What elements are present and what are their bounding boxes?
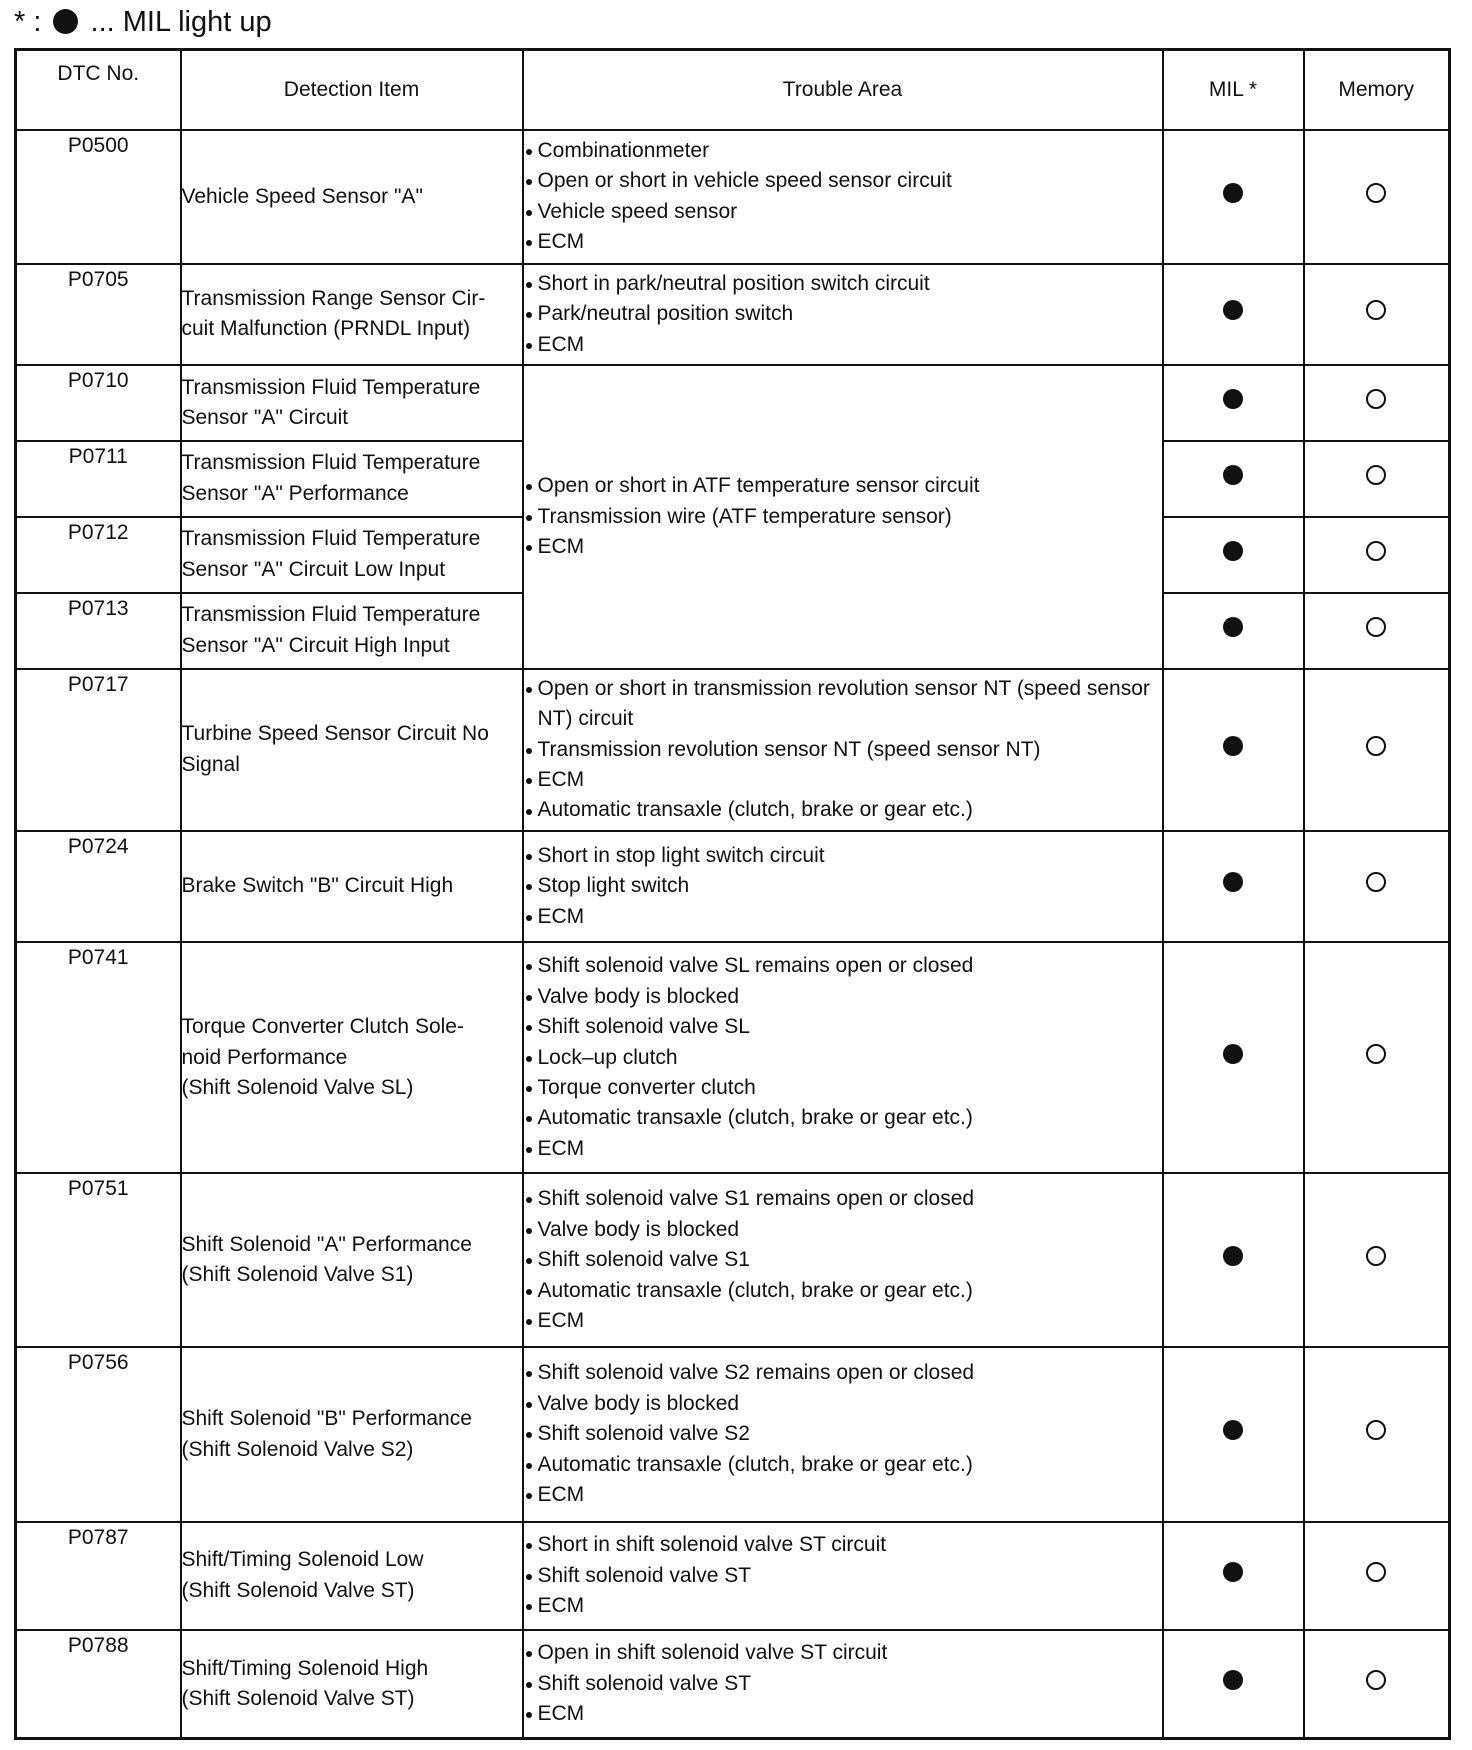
header-detection-item: Detection Item bbox=[181, 50, 523, 131]
detection-item bbox=[181, 1630, 523, 1738]
trouble-area-item: Shift solenoid valve ST bbox=[524, 1669, 1162, 1699]
trouble-area-list bbox=[524, 1358, 1162, 1510]
filled-circle-icon bbox=[1223, 465, 1243, 485]
mil-cell bbox=[1163, 264, 1304, 365]
trouble-area bbox=[523, 130, 1163, 264]
detection-item-line: noid Performance bbox=[181, 1045, 348, 1069]
dtc-code: P0705 bbox=[16, 264, 181, 365]
trouble-area-item: Combinationmeter bbox=[524, 136, 1162, 166]
dtc-code: P0787 bbox=[16, 1522, 181, 1630]
detection-item-line: Shift/Timing Solenoid High bbox=[181, 1656, 429, 1680]
detection-item bbox=[181, 593, 523, 669]
memory-cell bbox=[1304, 669, 1450, 831]
detection-item-line: Sensor "A" Circuit High Input bbox=[181, 633, 450, 657]
trouble-area-item: Shift solenoid valve S1 bbox=[524, 1245, 1162, 1275]
mil-cell bbox=[1163, 130, 1304, 264]
memory-cell bbox=[1304, 1173, 1450, 1347]
trouble-area-item: Transmission revolution sensor NT (speed sensor NT) bbox=[524, 735, 1162, 765]
mil-cell bbox=[1163, 1173, 1304, 1347]
detection-item bbox=[181, 669, 523, 831]
legend-text: ... MIL light up bbox=[90, 6, 272, 38]
memory-cell bbox=[1304, 130, 1450, 264]
trouble-area-item: Torque converter clutch bbox=[524, 1073, 1162, 1103]
open-circle-icon bbox=[1366, 1420, 1386, 1440]
header-trouble-area: Trouble Area bbox=[523, 50, 1163, 131]
detection-item bbox=[181, 365, 523, 441]
mil-cell bbox=[1163, 1347, 1304, 1521]
trouble-area-item: ECM bbox=[524, 1306, 1162, 1336]
filled-circle-icon bbox=[1223, 1044, 1243, 1064]
detection-item-line: Signal bbox=[181, 752, 240, 776]
detection-item-line: Transmission Fluid Temperature bbox=[181, 375, 481, 399]
trouble-area bbox=[523, 1347, 1163, 1521]
dtc-code: P0710 bbox=[16, 365, 181, 441]
trouble-area-item: Open or short in vehicle speed sensor circuit bbox=[524, 166, 1162, 196]
trouble-area bbox=[523, 264, 1163, 365]
trouble-area-item: Automatic transaxle (clutch, brake or gear etc.) bbox=[524, 795, 1162, 825]
detection-item-line: (Shift Solenoid Valve S1) bbox=[181, 1263, 414, 1287]
trouble-area-item: Transmission wire (ATF temperature sensor) bbox=[524, 502, 1162, 532]
mil-cell bbox=[1163, 669, 1304, 831]
open-circle-icon bbox=[1366, 1044, 1386, 1064]
detection-item bbox=[181, 130, 523, 264]
dtc-table-body bbox=[16, 130, 1450, 1739]
filled-circle-icon bbox=[1223, 872, 1243, 892]
detection-item bbox=[181, 264, 523, 365]
detection-item-line: Turbine Speed Sensor Circuit No bbox=[181, 722, 489, 746]
memory-cell bbox=[1304, 264, 1450, 365]
trouble-area-list bbox=[524, 269, 1162, 360]
filled-circle-icon bbox=[1223, 1420, 1243, 1440]
open-circle-icon bbox=[1366, 1562, 1386, 1582]
trouble-area bbox=[523, 1630, 1163, 1738]
dtc-code: P0713 bbox=[16, 593, 181, 669]
trouble-area-item: Shift solenoid valve S2 remains open or closed bbox=[524, 1358, 1162, 1388]
memory-cell bbox=[1304, 517, 1450, 593]
filled-circle-icon bbox=[1223, 389, 1243, 409]
trouble-area-item: Automatic transaxle (clutch, brake or gear etc.) bbox=[524, 1103, 1162, 1133]
table-row bbox=[16, 1630, 1450, 1738]
trouble-area-item: Short in stop light switch circuit bbox=[524, 841, 1162, 871]
dtc-code: P0500 bbox=[16, 130, 181, 264]
trouble-area bbox=[523, 831, 1163, 942]
detection-item bbox=[181, 1347, 523, 1521]
table-row bbox=[16, 130, 1450, 264]
detection-item bbox=[181, 831, 523, 942]
trouble-area-list bbox=[524, 136, 1162, 258]
trouble-area-item: Shift solenoid valve S1 remains open or closed bbox=[524, 1184, 1162, 1214]
trouble-area-item: Automatic transaxle (clutch, brake or gear etc.) bbox=[524, 1276, 1162, 1306]
mil-cell bbox=[1163, 1522, 1304, 1630]
trouble-area-item: Short in park/neutral position switch circuit bbox=[524, 269, 1162, 299]
filled-circle-icon bbox=[1223, 617, 1243, 637]
dtc-code: P0724 bbox=[16, 831, 181, 942]
filled-circle-icon bbox=[1223, 1562, 1243, 1582]
trouble-area-item: ECM bbox=[524, 227, 1162, 257]
detection-item-line: Transmission Fluid Temperature bbox=[181, 451, 481, 475]
filled-circle-icon bbox=[1223, 300, 1243, 320]
mil-cell bbox=[1163, 831, 1304, 942]
dtc-code: P0788 bbox=[16, 1630, 181, 1738]
trouble-area-item: Lock–up clutch bbox=[524, 1043, 1162, 1073]
trouble-area-item: ECM bbox=[524, 1480, 1162, 1510]
trouble-area-item: ECM bbox=[524, 532, 1162, 562]
mil-cell bbox=[1163, 942, 1304, 1173]
table-row bbox=[16, 831, 1450, 942]
trouble-area-item: ECM bbox=[524, 1699, 1162, 1729]
table-header-row bbox=[16, 50, 1450, 131]
dtc-code: P0751 bbox=[16, 1173, 181, 1347]
memory-cell bbox=[1304, 593, 1450, 669]
open-circle-icon bbox=[1366, 300, 1386, 320]
mil-cell bbox=[1163, 593, 1304, 669]
open-circle-icon bbox=[1366, 389, 1386, 409]
trouble-area bbox=[523, 669, 1163, 831]
table-row bbox=[16, 669, 1450, 831]
filled-circle-icon bbox=[1223, 1246, 1243, 1266]
detection-item-line: Brake Switch "B" Circuit High bbox=[181, 874, 454, 898]
trouble-area-item: Shift solenoid valve SL bbox=[524, 1012, 1162, 1042]
detection-item-line: Shift Solenoid "B" Performance bbox=[181, 1407, 472, 1431]
trouble-area bbox=[523, 1173, 1163, 1347]
detection-item bbox=[181, 517, 523, 593]
dtc-code: P0756 bbox=[16, 1347, 181, 1521]
mil-cell bbox=[1163, 441, 1304, 517]
detection-item bbox=[181, 942, 523, 1173]
detection-item-line: Transmission Range Sensor Cir- bbox=[181, 286, 486, 310]
trouble-area-item: Open or short in transmission revolution sensor NT (speed sensor NT) circuit bbox=[524, 674, 1162, 735]
trouble-area-item: Open or short in ATF temperature sensor circuit bbox=[524, 471, 1162, 501]
trouble-area-item: Short in shift solenoid valve ST circuit bbox=[524, 1530, 1162, 1560]
trouble-area-item: ECM bbox=[524, 330, 1162, 360]
open-circle-icon bbox=[1366, 1670, 1386, 1690]
header-dtc-no: DTC No. bbox=[16, 50, 181, 131]
open-circle-icon bbox=[1366, 872, 1386, 892]
detection-item-line: Torque Converter Clutch Sole- bbox=[181, 1015, 464, 1039]
detection-item bbox=[181, 441, 523, 517]
header-mil: MIL * bbox=[1163, 50, 1304, 131]
memory-cell bbox=[1304, 441, 1450, 517]
trouble-area-list bbox=[524, 674, 1162, 826]
open-circle-icon bbox=[1366, 465, 1386, 485]
legend-prefix: * : bbox=[14, 6, 42, 38]
detection-item-line: Shift/Timing Solenoid Low bbox=[181, 1548, 424, 1572]
table-row bbox=[16, 1173, 1450, 1347]
filled-circle-icon bbox=[1223, 1670, 1243, 1690]
detection-item bbox=[181, 1173, 523, 1347]
trouble-area-item: ECM bbox=[524, 1134, 1162, 1164]
open-circle-icon bbox=[1366, 541, 1386, 561]
trouble-area-list bbox=[524, 951, 1162, 1164]
trouble-area-item: Shift solenoid valve S2 bbox=[524, 1419, 1162, 1449]
trouble-area-list bbox=[524, 1638, 1162, 1729]
trouble-area-list bbox=[524, 1530, 1162, 1621]
trouble-area-item: Automatic transaxle (clutch, brake or gear etc.) bbox=[524, 1450, 1162, 1480]
trouble-area-list bbox=[524, 471, 1162, 562]
detection-item-line: (Shift Solenoid Valve S2) bbox=[181, 1437, 414, 1461]
mil-cell bbox=[1163, 517, 1304, 593]
trouble-area-item: Vehicle speed sensor bbox=[524, 197, 1162, 227]
trouble-area-item: Valve body is blocked bbox=[524, 1389, 1162, 1419]
memory-cell bbox=[1304, 365, 1450, 441]
detection-item-line: Transmission Fluid Temperature bbox=[181, 603, 481, 627]
memory-cell bbox=[1304, 831, 1450, 942]
trouble-area bbox=[523, 365, 1163, 669]
memory-cell bbox=[1304, 1630, 1450, 1738]
table-row bbox=[16, 1347, 1450, 1521]
trouble-area-list bbox=[524, 841, 1162, 932]
detection-item-line: (Shift Solenoid Valve ST) bbox=[181, 1687, 415, 1710]
detection-item-line: cuit Malfunction (PRNDL Input) bbox=[181, 317, 471, 341]
table-row bbox=[16, 264, 1450, 365]
dtc-code: P0717 bbox=[16, 669, 181, 831]
header-memory: Memory bbox=[1304, 50, 1450, 131]
detection-item-line: Transmission Fluid Temperature bbox=[181, 527, 481, 551]
trouble-area-item: Shift solenoid valve SL remains open or closed bbox=[524, 951, 1162, 981]
trouble-area-item: Valve body is blocked bbox=[524, 982, 1162, 1012]
detection-item-line: Sensor "A" Circuit bbox=[181, 405, 349, 429]
detection-item-line: Sensor "A" Circuit Low Input bbox=[181, 557, 446, 581]
detection-item-line: Shift Solenoid "A" Performance bbox=[181, 1232, 472, 1256]
dtc-code: P0711 bbox=[16, 441, 181, 517]
filled-circle-icon bbox=[1223, 541, 1243, 561]
memory-cell bbox=[1304, 942, 1450, 1173]
trouble-area-item: Valve body is blocked bbox=[524, 1215, 1162, 1245]
filled-circle-icon bbox=[1223, 736, 1243, 756]
trouble-area-list bbox=[524, 1184, 1162, 1336]
table-row bbox=[16, 365, 1450, 441]
detection-item bbox=[181, 1522, 523, 1630]
detection-item-line: Vehicle Speed Sensor "A" bbox=[181, 184, 423, 208]
trouble-area-item: Shift solenoid valve ST bbox=[524, 1561, 1162, 1591]
trouble-area-item: ECM bbox=[524, 1591, 1162, 1621]
detection-item-line: Sensor "A" Performance bbox=[181, 481, 409, 505]
trouble-area bbox=[523, 942, 1163, 1173]
detection-item-line: (Shift Solenoid Valve ST) bbox=[181, 1578, 415, 1602]
open-circle-icon bbox=[1366, 617, 1386, 637]
table-row bbox=[16, 1522, 1450, 1630]
trouble-area-item: ECM bbox=[524, 902, 1162, 932]
dtc-code: P0741 bbox=[16, 942, 181, 1173]
mil-cell bbox=[1163, 1630, 1304, 1738]
dtc-code: P0712 bbox=[16, 517, 181, 593]
table-row bbox=[16, 942, 1450, 1173]
open-circle-icon bbox=[1366, 736, 1386, 756]
open-circle-icon bbox=[1366, 183, 1386, 203]
mil-legend bbox=[14, 4, 272, 40]
memory-cell bbox=[1304, 1347, 1450, 1521]
trouble-area-item: Park/neutral position switch bbox=[524, 299, 1162, 329]
trouble-area-item: ECM bbox=[524, 765, 1162, 795]
trouble-area-item: Open in shift solenoid valve ST circuit bbox=[524, 1638, 1162, 1668]
detection-item-line: (Shift Solenoid Valve SL) bbox=[181, 1075, 414, 1099]
open-circle-icon bbox=[1366, 1246, 1386, 1266]
memory-cell bbox=[1304, 1522, 1450, 1630]
filled-circle-icon bbox=[1223, 183, 1243, 203]
dtc-table bbox=[14, 48, 1451, 1740]
trouble-area bbox=[523, 1522, 1163, 1630]
trouble-area-item: Stop light switch bbox=[524, 871, 1162, 901]
mil-cell bbox=[1163, 365, 1304, 441]
filled-circle-icon bbox=[53, 9, 78, 34]
